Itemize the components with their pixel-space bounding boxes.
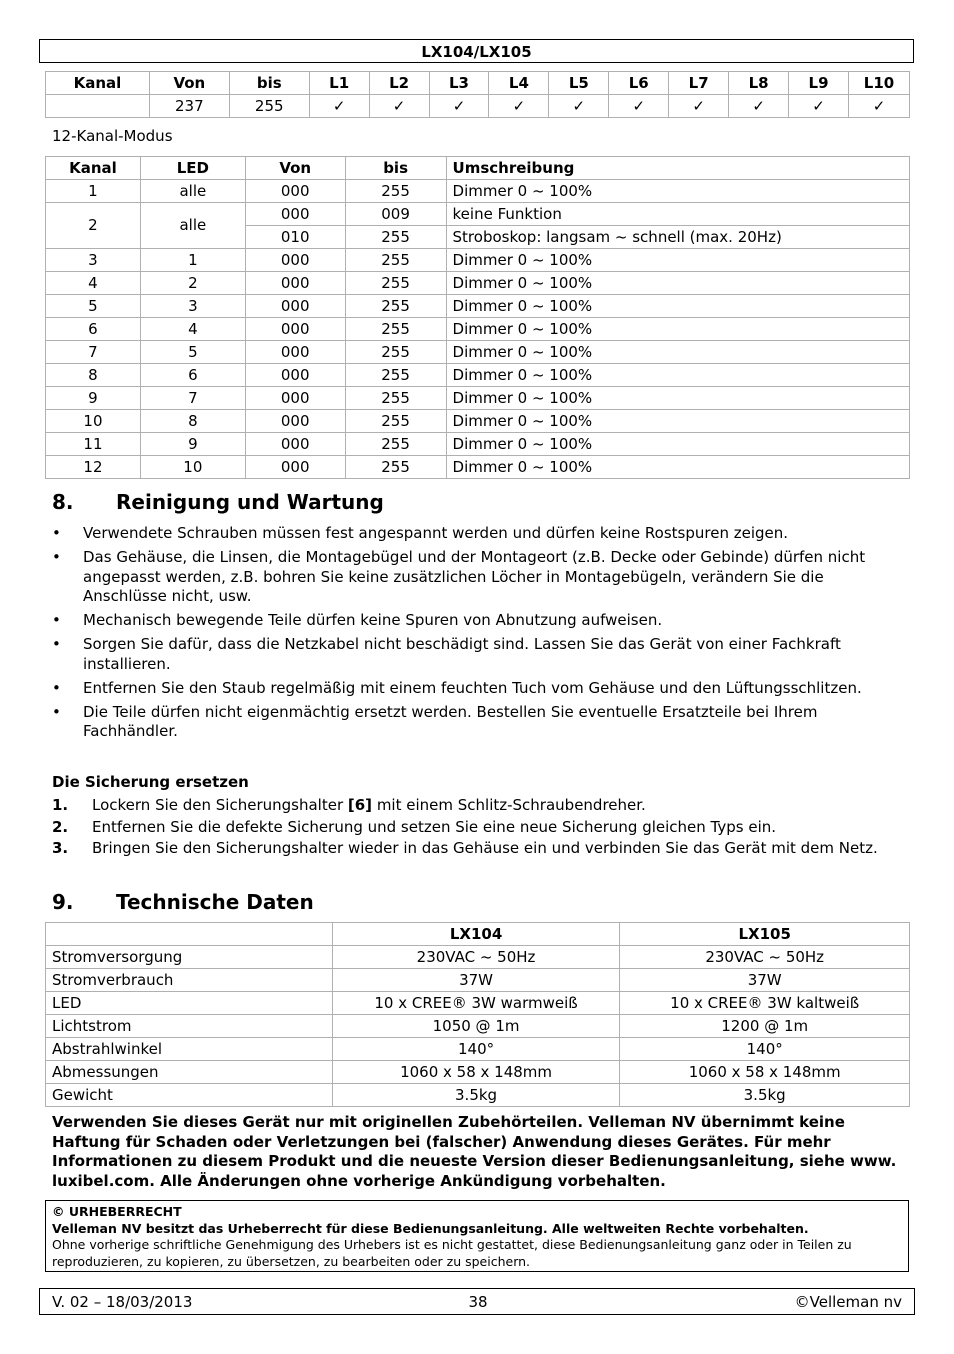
col-header: Kanal	[46, 157, 141, 180]
table-cell: 009	[345, 203, 446, 226]
table-cell: 000	[245, 249, 345, 272]
table-cell: 000	[245, 387, 345, 410]
table-cell: Dimmer 0 ~ 100%	[446, 364, 909, 387]
table-cell: alle	[140, 180, 245, 203]
table-cell: keine Funktion	[446, 203, 909, 226]
table-cell: Dimmer 0 ~ 100%	[446, 180, 909, 203]
spec-value: 230VAC ~ 50Hz	[332, 946, 620, 969]
checkmark-icon: ✓	[669, 95, 729, 118]
table-cell: 11	[46, 433, 141, 456]
list-item	[52, 817, 910, 837]
table-row	[46, 272, 910, 295]
spec-label: Stromverbrauch	[46, 969, 333, 992]
list-item	[52, 795, 910, 815]
spec-label: Gewicht	[46, 1084, 333, 1107]
col-header: Kanal	[46, 72, 150, 95]
page-number: 38	[468, 1293, 488, 1311]
step-text: Bringen Sie den Sicherungshalter wieder in das Gehäuse ein und verbinden Sie das Gerät mit dem Netz.	[92, 839, 878, 857]
spec-value: 140°	[332, 1038, 620, 1061]
spec-label: Lichtstrom	[46, 1015, 333, 1038]
list-item: • Entfernen Sie den Staub regelmäßig mit einem feuchten Tuch vom Gehäuse und den Lüftungsschlitzen.	[52, 679, 910, 699]
table-cell: 255	[345, 318, 446, 341]
checkmark-icon: ✓	[549, 95, 609, 118]
list-item: • Das Gehäuse, die Linsen, die Montagebügel und der Montageort (z.B. Decke oder Gebinde) dürfen nicht angepasst werden, z.B. bohren Sie keine zusätzlichen Löcher in Montagebügeln, verändern Sie die Anschlüsse nicht, usw.	[52, 548, 910, 607]
table-row	[46, 433, 910, 456]
table-cell: 000	[245, 456, 345, 479]
col-header	[46, 923, 333, 946]
col-header: LX105	[620, 923, 910, 946]
list-item: • Verwendete Schrauben müssen fest angespannt werden und dürfen keine Rostspuren zeigen.	[52, 524, 910, 544]
section-heading-9	[52, 890, 314, 914]
list-item	[52, 838, 910, 858]
col-header: LX104	[332, 923, 620, 946]
table-cell: 255	[345, 364, 446, 387]
fuse-subheading: Die Sicherung ersetzen	[52, 773, 249, 791]
disclaimer-text: Verwenden Sie dieses Gerät nur mit originellen Zubehörteilen. Velleman NV übernimmt keine Haftung für Schaden oder Verletzungen bei (falscher) Anwendung dieses Gerätes. Für mehr Informationen zu diesem Produkt und die neueste Version dieser Bedienungsanleitung, siehe www. luxibel.com. Alle Änderungen ohne vorherige Ankündigung vorbehalten.	[52, 1113, 897, 1190]
table-cell: Dimmer 0 ~ 100%	[446, 295, 909, 318]
table-cell: 255	[345, 226, 446, 249]
spec-value: 1200 @ 1m	[620, 1015, 910, 1038]
table-header-row	[46, 923, 910, 946]
table-cell: 8	[140, 410, 245, 433]
table-row	[46, 364, 910, 387]
spec-value: 37W	[620, 969, 910, 992]
table-row	[46, 992, 910, 1015]
section-title: Technische Daten	[116, 890, 314, 914]
checkmark-icon: ✓	[789, 95, 849, 118]
tech-specs-table	[45, 922, 910, 1107]
spec-value: 1060 x 58 x 148mm	[620, 1061, 910, 1084]
table-cell: 255	[345, 433, 446, 456]
table-cell: 000	[245, 295, 345, 318]
checkmark-icon: ✓	[309, 95, 369, 118]
table-cell: 010	[245, 226, 345, 249]
col-header: L3	[429, 72, 489, 95]
list-item: • Die Teile dürfen nicht eigenmächtig ersetzt werden. Bestellen Sie eventuelle Ersatzteile bei Ihrem Fachhändler.	[52, 703, 910, 742]
dmx-channel-table	[45, 156, 910, 479]
table-row	[46, 1038, 910, 1061]
spec-value: 3.5kg	[620, 1084, 910, 1107]
table-cell: 000	[245, 180, 345, 203]
table-cell: 3	[46, 249, 141, 272]
spec-value: 140°	[620, 1038, 910, 1061]
col-header: L8	[729, 72, 789, 95]
table-cell: 000	[245, 364, 345, 387]
table-cell: 255	[345, 249, 446, 272]
table-row	[46, 969, 910, 992]
col-header: Von	[149, 72, 229, 95]
maintenance-list	[52, 524, 910, 746]
checkmark-icon: ✓	[848, 95, 909, 118]
table-cell: 000	[245, 203, 345, 226]
table-cell: Dimmer 0 ~ 100%	[446, 433, 909, 456]
table-cell: 12	[46, 456, 141, 479]
table-cell: 000	[245, 410, 345, 433]
col-header: L6	[609, 72, 669, 95]
table-cell: 1	[46, 180, 141, 203]
fuse-steps	[52, 795, 910, 860]
spec-value: 1060 x 58 x 148mm	[332, 1061, 620, 1084]
spec-label: Abstrahlwinkel	[46, 1038, 333, 1061]
checkmark-icon: ✓	[429, 95, 489, 118]
table-cell: 10	[140, 456, 245, 479]
col-header: LED	[140, 157, 245, 180]
checkmark-icon: ✓	[489, 95, 549, 118]
table-row	[46, 341, 910, 364]
table-cell: 1	[140, 249, 245, 272]
table-row	[46, 95, 910, 118]
table-row	[46, 410, 910, 433]
table-row	[46, 456, 910, 479]
channel-led-table	[45, 71, 910, 118]
step-number: 3.	[52, 839, 69, 857]
document-header: LX104/LX105	[39, 39, 914, 63]
table-header-row	[46, 72, 910, 95]
table-cell: 255	[345, 272, 446, 295]
checkmark-icon: ✓	[729, 95, 789, 118]
table-cell: 255	[229, 95, 309, 118]
table-cell: 2	[46, 203, 141, 249]
step-ref: [6]	[347, 796, 373, 814]
list-item: • Sorgen Sie dafür, dass die Netzkabel nicht beschädigt sind. Lassen Sie das Gerät von einer Fachkraft installieren.	[52, 635, 910, 674]
page-footer	[39, 1288, 915, 1315]
table-cell: Dimmer 0 ~ 100%	[446, 272, 909, 295]
table-header-row	[46, 157, 910, 180]
table-cell: Dimmer 0 ~ 100%	[446, 249, 909, 272]
table-cell: 000	[245, 272, 345, 295]
spec-value: 3.5kg	[332, 1084, 620, 1107]
table-cell: 3	[140, 295, 245, 318]
col-header: Umschreibung	[446, 157, 909, 180]
table-cell: 7	[140, 387, 245, 410]
table-cell: 255	[345, 341, 446, 364]
table-row	[46, 203, 910, 226]
col-header: Von	[245, 157, 345, 180]
step-text: Entfernen Sie die defekte Sicherung und setzen Sie eine neue Sicherung gleichen Typs ein.	[92, 817, 777, 836]
step-number: 1.	[52, 796, 69, 814]
spec-value: 10 x CREE® 3W warmweiß	[332, 992, 620, 1015]
copyright-text: Ohne vorherige schriftliche Genehmigung des Urhebers ist es nicht gestattet, diese Bedienungsanleitung ganz oder in Teilen zu reproduzieren, zu kopieren, zu übersetzen, zu bearbeiten oder zu speichern.	[52, 1237, 852, 1269]
col-header: bis	[229, 72, 309, 95]
table-cell	[46, 95, 150, 118]
company-name: ©Velleman nv	[794, 1293, 902, 1311]
table-cell: Dimmer 0 ~ 100%	[446, 318, 909, 341]
table-cell: Dimmer 0 ~ 100%	[446, 387, 909, 410]
table-cell: 4	[46, 272, 141, 295]
table-cell: 9	[46, 387, 141, 410]
table-cell: 000	[245, 433, 345, 456]
spec-value: 230VAC ~ 50Hz	[620, 946, 910, 969]
section-heading-8	[52, 490, 384, 514]
checkmark-icon: ✓	[369, 95, 429, 118]
table-cell: 5	[46, 295, 141, 318]
list-item: • Mechanisch bewegende Teile dürfen keine Spuren von Abnutzung aufweisen.	[52, 611, 910, 631]
table-cell: 255	[345, 410, 446, 433]
table-cell: 8	[46, 364, 141, 387]
table-cell: 7	[46, 341, 141, 364]
col-header: bis	[345, 157, 446, 180]
table-cell: Dimmer 0 ~ 100%	[446, 410, 909, 433]
table-cell: 10	[46, 410, 141, 433]
table-row	[46, 387, 910, 410]
table-row	[46, 318, 910, 341]
section-number: 8.	[52, 490, 74, 514]
copyright-statement: Velleman NV besitzt das Urheberrecht für diese Bedienungsanleitung. Alle weltweiten Rechte vorbehalten.	[52, 1220, 809, 1236]
table-cell: 255	[345, 456, 446, 479]
table-cell: 2	[140, 272, 245, 295]
col-header: L1	[309, 72, 369, 95]
spec-value: 10 x CREE® 3W kaltweiß	[620, 992, 910, 1015]
table-row	[46, 1084, 910, 1107]
table-cell: 255	[345, 295, 446, 318]
table-cell: 000	[245, 341, 345, 364]
table-cell: 255	[345, 180, 446, 203]
col-header: L4	[489, 72, 549, 95]
spec-label: Stromversorgung	[46, 946, 333, 969]
col-header: L5	[549, 72, 609, 95]
table-cell: 255	[345, 387, 446, 410]
table-cell: Dimmer 0 ~ 100%	[446, 341, 909, 364]
table-cell: 000	[245, 318, 345, 341]
col-header: L2	[369, 72, 429, 95]
table-cell: 6	[140, 364, 245, 387]
spec-label: LED	[46, 992, 333, 1015]
step-number: 2.	[52, 817, 69, 836]
table-row	[46, 180, 910, 203]
col-header: L7	[669, 72, 729, 95]
table-row	[46, 946, 910, 969]
col-header: L9	[789, 72, 849, 95]
mode-caption: 12-Kanal-Modus	[52, 127, 173, 145]
table-cell: 9	[140, 433, 245, 456]
spec-value: 37W	[332, 969, 620, 992]
copyright-title: © URHEBERRECHT	[52, 1204, 182, 1219]
table-row	[46, 1061, 910, 1084]
table-cell: 4	[140, 318, 245, 341]
checkmark-icon: ✓	[609, 95, 669, 118]
section-number: 9.	[52, 890, 74, 914]
table-cell: 6	[46, 318, 141, 341]
table-cell: Dimmer 0 ~ 100%	[446, 456, 909, 479]
copyright-box	[45, 1200, 909, 1272]
col-header: L10	[848, 72, 909, 95]
step-text: Lockern Sie den Sicherungshalter	[92, 796, 348, 814]
spec-label: Abmessungen	[46, 1061, 333, 1084]
table-row	[46, 1015, 910, 1038]
step-text: mit einem Schlitz-Schraubendreher.	[372, 796, 646, 814]
table-row	[46, 295, 910, 318]
table-cell: alle	[140, 203, 245, 249]
table-row	[46, 249, 910, 272]
section-title: Reinigung und Wartung	[116, 490, 384, 514]
table-cell: 237	[149, 95, 229, 118]
version-date: V. 02 – 18/03/2013	[52, 1293, 193, 1311]
table-cell: 5	[140, 341, 245, 364]
spec-value: 1050 @ 1m	[332, 1015, 620, 1038]
table-cell: Stroboskop: langsam ~ schnell (max. 20Hz)	[446, 226, 909, 249]
